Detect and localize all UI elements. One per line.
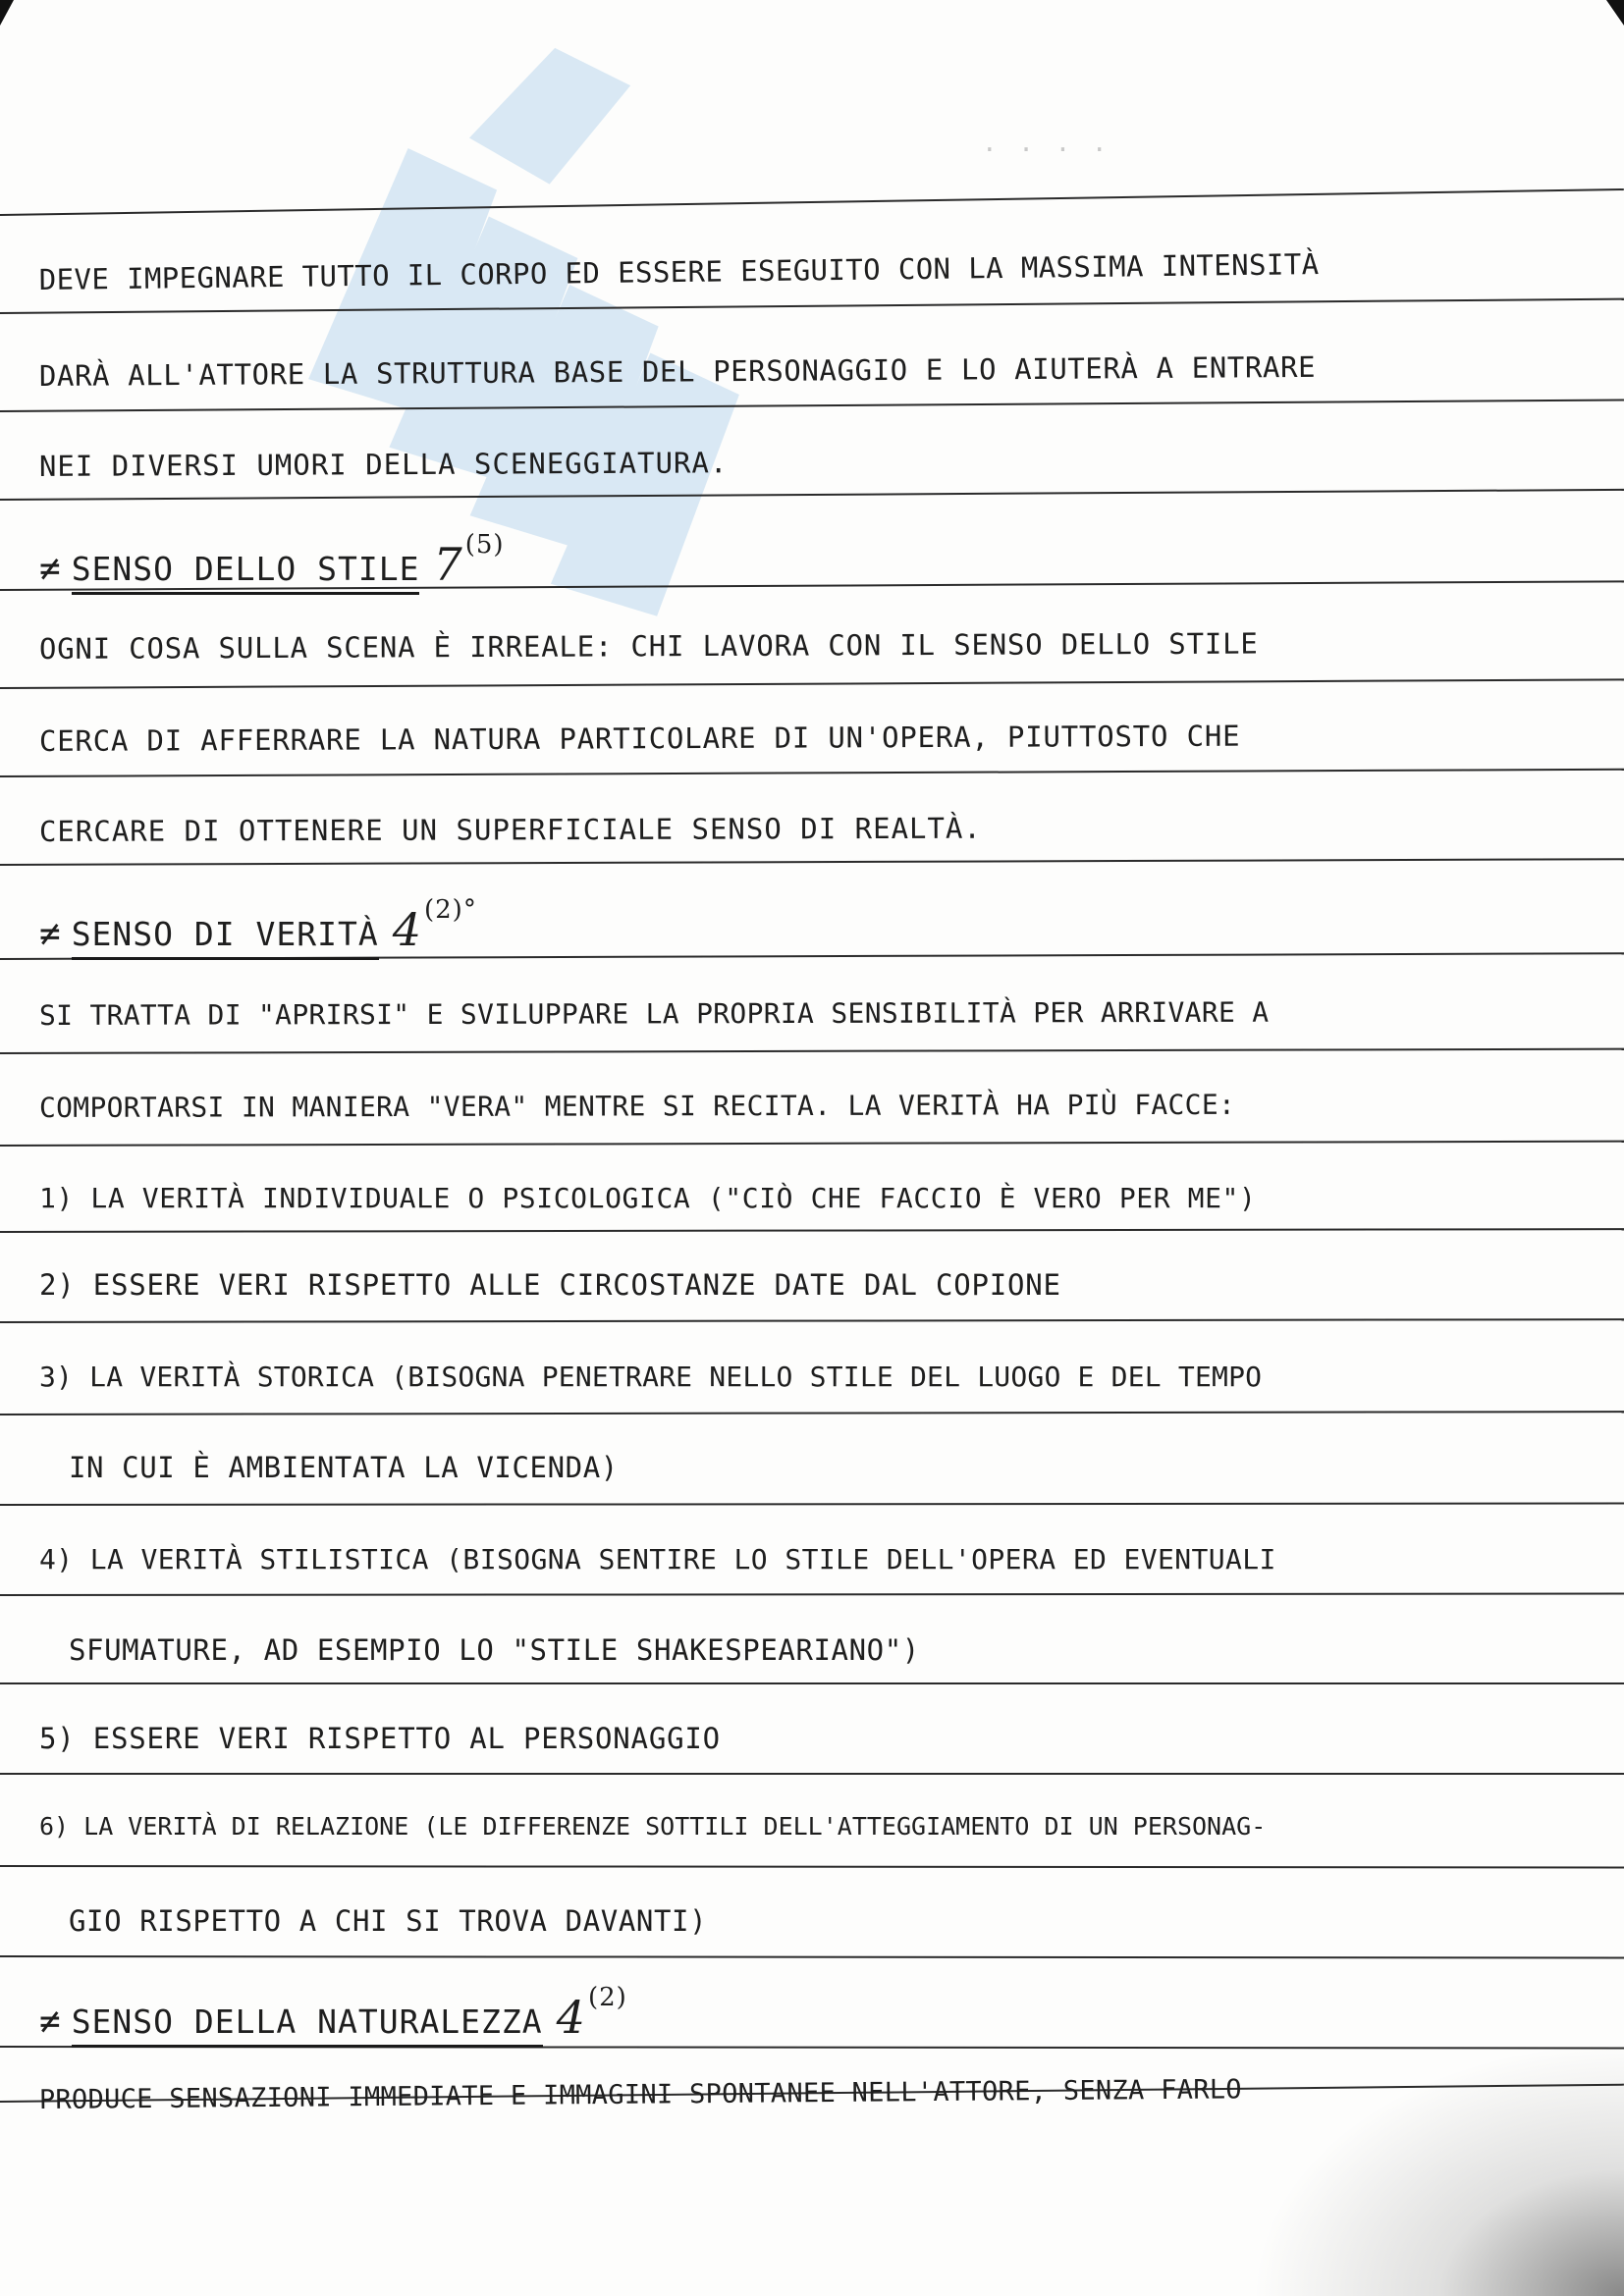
ruled-line: [0, 1411, 1624, 1415]
not-equal-mark: ≠: [39, 549, 62, 589]
section-heading-verita: [39, 895, 477, 956]
note-line: SI TRATTA DI "APRIRSI" E SVILUPPARE LA PROPRIA SENSIBILITÀ PER ARRIVARE A: [38, 995, 1270, 1032]
heading-superscript: (2)°: [423, 895, 477, 925]
ruled-line: [0, 1593, 1624, 1596]
note-line: GIO RISPETTO A CHI SI TROVA DAVANTI): [69, 1904, 708, 1938]
ruled-line: [0, 1773, 1624, 1775]
ruled-line: [0, 1141, 1624, 1147]
section-heading-naturalezza: [39, 1983, 627, 2044]
note-line: 6) LA VERITÀ DI RELAZIONE (LE DIFFERENZE SOTTILI DELL'ATTEGGIAMENTO DI UN PERSONAG-: [39, 1812, 1267, 1841]
note-line: PRODUCE SENSAZIONI IMMEDIATE E IMMAGINI SPONTANEE NELL'ATTORE, SENZA FARLO: [38, 2074, 1243, 2115]
scan-corner-left: [0, 0, 14, 26]
heading-number: 4: [556, 1991, 586, 2044]
note-line: CERCA DI AFFERRARE LA NATURA PARTICOLARE DI UN'OPERA, PIUTTOSTO CHE: [38, 719, 1241, 758]
note-line: 3) LA VERITÀ STORICA (BISOGNA PENETRARE NELLO STILE DEL LUOGO E DEL TEMPO: [39, 1361, 1263, 1393]
heading-title: SENSO DELLA NATURALEZZA: [72, 2002, 543, 2048]
note-line: 1) LA VERITÀ INDIVIDUALE O PSICOLOGICA ("CIÒ CHE FACCIO È VERO PER ME"): [39, 1182, 1257, 1214]
not-equal-mark: ≠: [39, 914, 62, 954]
ruled-line: [0, 678, 1624, 689]
section-heading-stile: [39, 530, 505, 591]
note-line: COMPORTARSI IN MANIERA "VERA" MENTRE SI RECITA. LA VERITÀ HA PIÙ FACCE:: [38, 1088, 1236, 1124]
ruled-line: [0, 1865, 1624, 1868]
heading-superscript: (2): [587, 1983, 627, 2012]
ruled-line: [0, 1318, 1624, 1323]
note-line: SFUMATURE, AD ESEMPIO LO "STILE SHAKESPEARIANO"): [69, 1633, 920, 1667]
note-line: IN CUI È AMBIENTATA LA VICENDA): [69, 1451, 619, 1484]
note-line: 2) ESSERE VERI RISPETTO ALLE CIRCOSTANZE DATE DAL COPIONE: [39, 1268, 1061, 1302]
note-line: DEVE IMPEGNARE TUTTO IL CORPO ED ESSERE ESEGUITO CON LA MASSIMA INTENSITÀ: [38, 247, 1320, 296]
heading-title: SENSO DELLO STILE: [72, 550, 420, 595]
note-line: DARÀ ALL'ATTORE LA STRUTTURA BASE DEL PERSONAGGIO E LO AIUTERÀ A ENTRARE: [38, 349, 1317, 393]
ruled-line: [0, 1048, 1624, 1054]
note-line: OGNI COSA SULLA SCENA È IRREALE: CHI LAVORA CON IL SENSO DELLO STILE: [38, 626, 1259, 666]
faint-bleed-text: · · · ·: [982, 135, 1110, 165]
note-line: 5) ESSERE VERI RISPETTO AL PERSONAGGIO: [39, 1722, 721, 1755]
not-equal-mark: ≠: [39, 2002, 62, 2042]
heading-title: SENSO DI VERITÀ: [72, 915, 379, 960]
note-line: NEI DIVERSI UMORI DELLA SCENEGGIATURA.: [38, 446, 729, 483]
note-line: CERCARE DI OTTENERE UN SUPERFICIALE SENSO DI REALTÀ.: [38, 811, 982, 848]
ruled-line: [0, 769, 1624, 777]
scan-shadow: [1251, 2041, 1624, 2296]
scan-corner-right: [1606, 0, 1624, 26]
heading-number: 7: [433, 538, 463, 591]
ruled-line: [0, 1682, 1624, 1684]
note-line: 4) LA VERITÀ STILISTICA (BISOGNA SENTIRE LO STILE DELL'OPERA ED EVENTUALI: [39, 1543, 1276, 1575]
heading-number: 4: [392, 903, 422, 956]
ruled-line: [0, 1503, 1624, 1506]
ruled-line: [0, 1955, 1624, 1958]
ruled-line: [0, 1228, 1624, 1233]
heading-superscript: (5): [464, 530, 505, 560]
ruled-line: [0, 858, 1624, 866]
